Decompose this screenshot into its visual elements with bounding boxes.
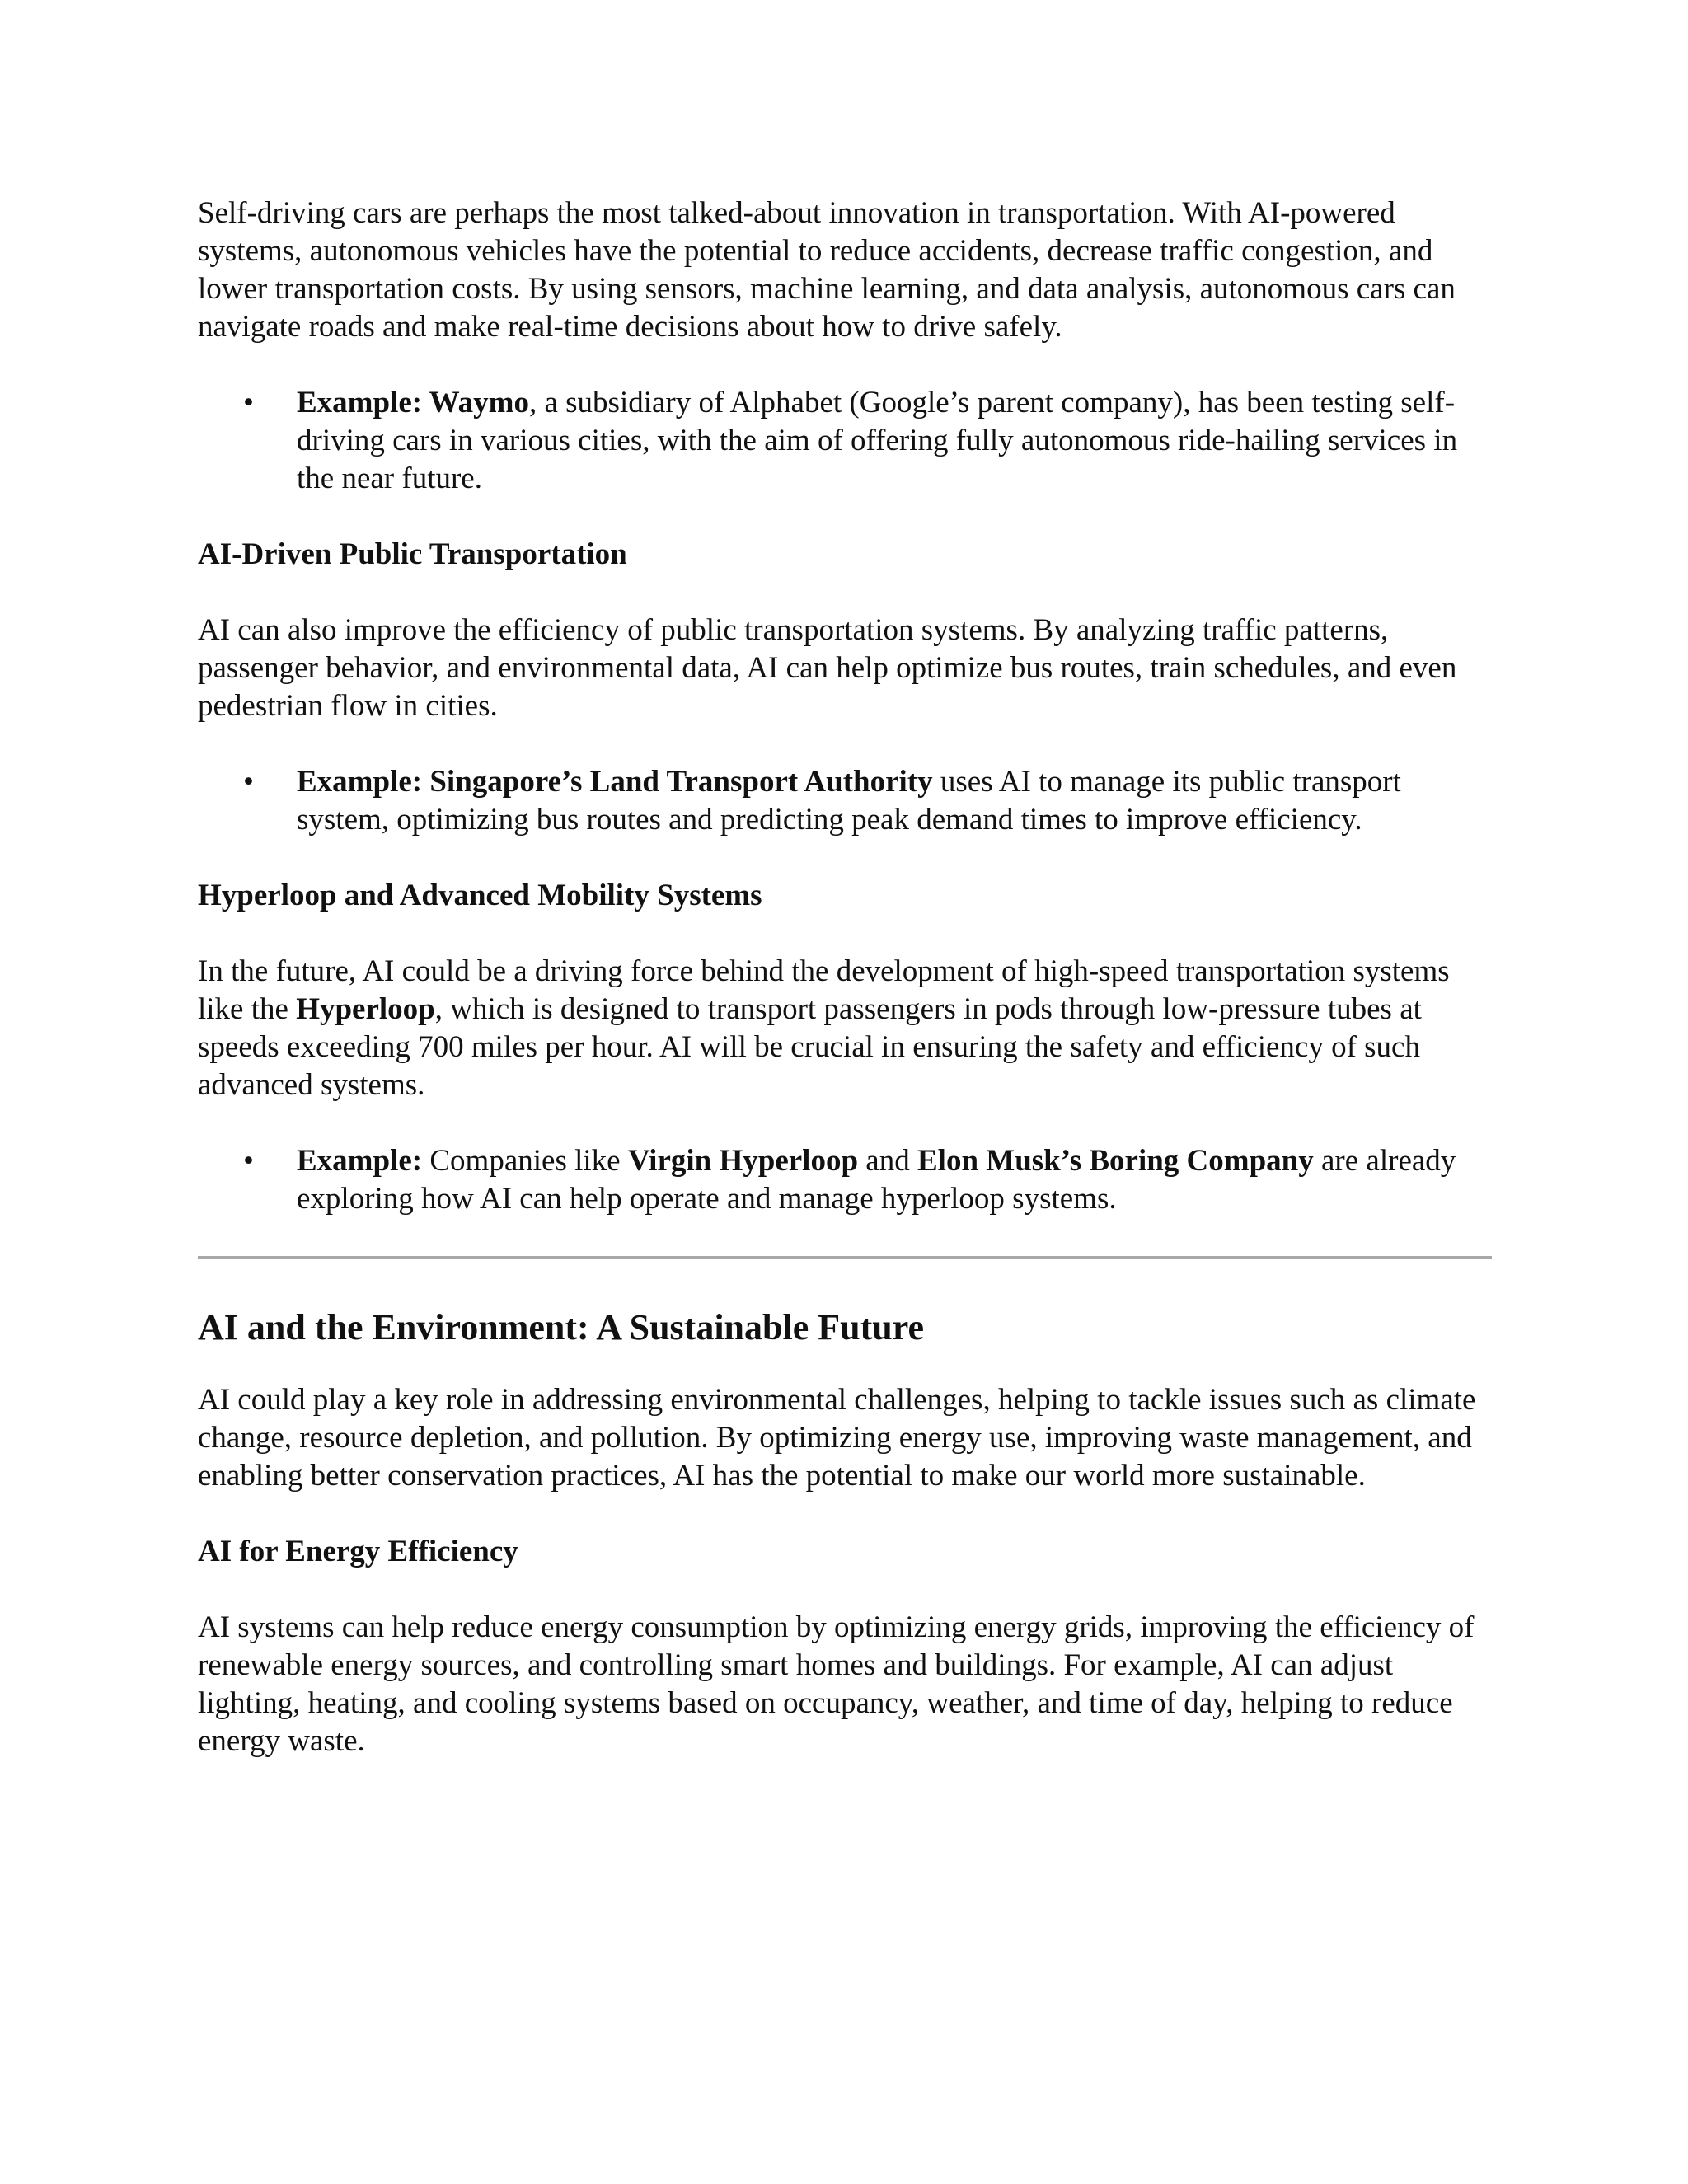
example-text: and [858,1144,917,1178]
example-text: Companies like [422,1144,628,1178]
example-text: are already exploring how AI can help operate and manage hyperloop systems. [297,1144,1456,1216]
paragraph-text: , which is designed to transport passengers in pods through low-pressure tubes at speeds exceeding 700 miles per hour. AI will be crucial in ensuring the safety and efficiency of such advanced systems. [198,992,1422,1102]
section-heading-energy: AI for Energy Efficiency [198,1535,518,1568]
example-bold: Virgin Hyperloop [627,1144,859,1178]
environment-paragraph: AI could play a key role in addressing environmental challenges, helping to tackle issues such as climate change, resource depletion, and pollution. By optimizing energy use, improving waste management, and enabling better conservation practices, AI has the potential to make our world more sustainable. [198,1383,1476,1493]
example-bold: Elon Musk’s Boring Company [917,1144,1314,1178]
document-page [198,194,1492,1798]
list-item [198,763,1492,839]
example-label: Example: Waymo [297,386,529,419]
hyperloop-paragraph [198,953,1492,1104]
section-heading-environment: AI and the Environment: A Sustainable Future [198,1307,924,1347]
public-transport-paragraph: AI can also improve the efficiency of public transportation systems. By analyzing traffic patterns, passenger behavior, and environmental data, AI can help optimize bus routes, train schedules, and even pedestrian flow in cities. [198,613,1457,723]
section-divider [198,1256,1492,1259]
bullet-icon: • [243,765,254,799]
example-text: uses AI to manage its public transport system, optimizing bus routes and predicting peak demand times to improve efficiency. [297,765,1401,837]
intro-example-list [198,384,1492,498]
paragraph-text: In the future, AI could be a driving force behind the development of high-speed transportation systems like the [198,954,1450,1026]
paragraph-bold: Hyperloop [296,992,435,1026]
example-text: , a subsidiary of Alphabet (Google’s parent company), has been testing self-driving cars in various cities, with the aim of offering fully autonomous ride-hailing services in the near future. [297,386,1458,495]
bullet-icon: • [243,386,254,419]
list-item [198,384,1492,498]
energy-paragraph: AI systems can help reduce energy consumption by optimizing energy grids, improving the efficiency of renewable energy sources, and controlling smart homes and buildings. For example, AI can adjust lighting, heating, and cooling systems based on occupancy, weather, and time of day, helping to reduce energy waste. [198,1610,1475,1758]
intro-paragraph: Self-driving cars are perhaps the most talked-about innovation in transportation. With AI-powered systems, autonomous vehicles have the potential to reduce accidents, decrease traffic congestion, and lower transportation costs. By using sensors, machine learning, and data analysis, autonomous cars can navigate roads and make real-time decisions about how to drive safely. [198,196,1456,344]
example-label: Example: Singapore’s Land Transport Authority [297,765,933,799]
hyperloop-example-list [198,1142,1492,1218]
list-item [198,1142,1492,1218]
example-label: Example: [297,1144,423,1178]
public-transport-example-list [198,763,1492,839]
section-heading-hyperloop: Hyperloop and Advanced Mobility Systems [198,879,762,912]
section-heading-public-transport: AI-Driven Public Transportation [198,537,627,571]
bullet-icon: • [243,1144,254,1178]
